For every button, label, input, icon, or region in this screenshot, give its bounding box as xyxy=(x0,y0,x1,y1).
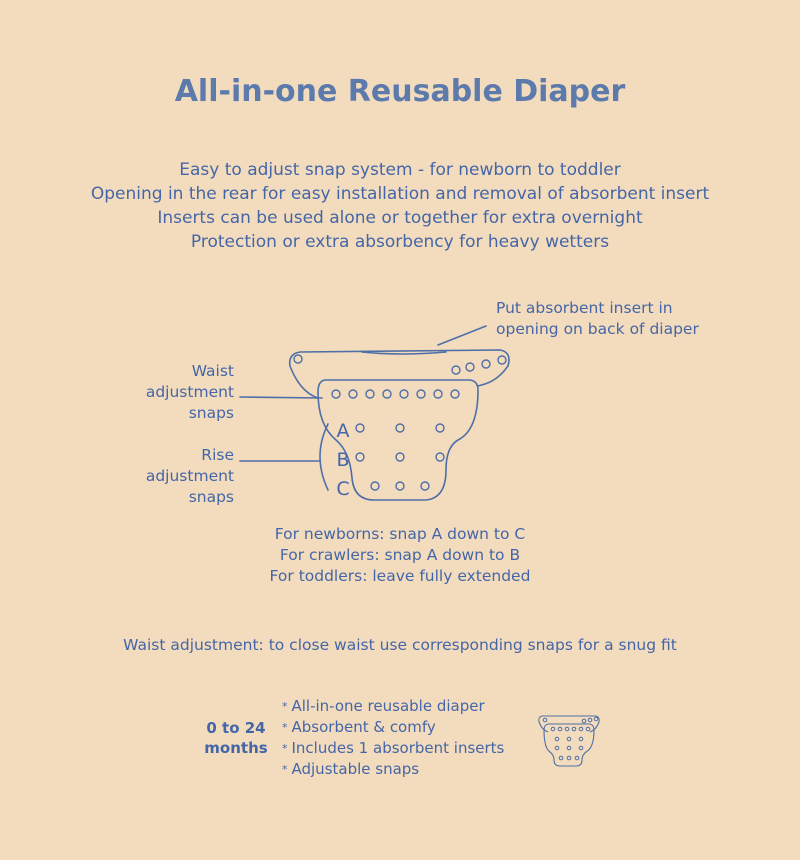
feature-item xyxy=(282,696,504,717)
intro-line: Inserts can be used alone or together for extra overnight xyxy=(157,208,643,228)
snap xyxy=(498,356,506,364)
snap-instructions xyxy=(0,524,800,587)
insert-label-line: Put absorbent insert in xyxy=(496,299,673,317)
snap xyxy=(349,390,357,398)
snap xyxy=(396,482,404,490)
asterisk-icon: * xyxy=(282,742,288,755)
feature-text: Includes 1 absorbent inserts xyxy=(291,739,505,757)
asterisk-icon: * xyxy=(282,700,288,713)
snap xyxy=(417,390,425,398)
snap xyxy=(396,453,404,461)
rise-letter-a: A xyxy=(336,420,350,442)
feature-item xyxy=(282,759,504,780)
waist-adjustment-note: Waist adjustment: to close waist use corresponding snaps for a snug fit xyxy=(123,636,677,654)
asterisk-icon: * xyxy=(282,721,288,734)
waist-label-line: Waist xyxy=(191,362,234,380)
waist-leader-line xyxy=(240,397,322,398)
feature-text: Adjustable snaps xyxy=(291,760,420,778)
snap xyxy=(436,453,444,461)
snap xyxy=(452,366,460,374)
age-range xyxy=(196,718,276,758)
feature-list xyxy=(282,696,504,780)
instruction-line: For newborns: snap A down to C xyxy=(274,525,526,543)
snap xyxy=(436,424,444,432)
intro-line: Protection or extra absorbency for heavy wetters xyxy=(190,232,610,252)
insert-opening-line xyxy=(362,352,446,354)
snap xyxy=(451,390,459,398)
age-range-unit: months xyxy=(204,739,268,757)
instruction-line: For toddlers: leave fully extended xyxy=(269,567,531,585)
asterisk-icon: * xyxy=(282,763,288,776)
insert-label xyxy=(496,298,699,340)
rise-letter-b: B xyxy=(336,449,350,471)
intro-line: Opening in the rear for easy installation and removal of absorbent insert xyxy=(90,184,710,204)
snap xyxy=(332,390,340,398)
feature-item xyxy=(282,738,504,759)
insert-leader-line xyxy=(438,326,486,345)
age-range-value: 0 to 24 xyxy=(206,719,266,737)
snap-group xyxy=(294,355,506,490)
snap xyxy=(356,453,364,461)
snap xyxy=(366,390,374,398)
snap xyxy=(396,424,404,432)
feature-text: All-in-one reusable diaper xyxy=(291,697,485,715)
feature-item xyxy=(282,717,504,738)
rise-label-line: snaps xyxy=(188,488,234,506)
snap xyxy=(356,424,364,432)
snap xyxy=(434,390,442,398)
rise-label xyxy=(146,445,234,508)
diaper-back-panel xyxy=(290,350,509,398)
feature-text: Absorbent & comfy xyxy=(291,718,436,736)
waist-label xyxy=(146,361,234,424)
waist-label-line: adjustment xyxy=(145,383,234,401)
page-title: All-in-one Reusable Diaper xyxy=(174,74,626,109)
snap xyxy=(421,482,429,490)
rise-letter-c: C xyxy=(336,478,350,500)
instruction-line: For crawlers: snap A down to B xyxy=(279,546,521,564)
waist-label-line: snaps xyxy=(188,404,234,422)
snap xyxy=(400,390,408,398)
snap xyxy=(371,482,379,490)
rise-label-line: Rise xyxy=(201,446,234,464)
rise-label-line: adjustment xyxy=(145,467,234,485)
snap xyxy=(482,360,490,368)
insert-label-line: opening on back of diaper xyxy=(496,320,699,338)
snap xyxy=(294,355,302,363)
rise-bracket xyxy=(320,424,328,490)
snap xyxy=(383,390,391,398)
intro-line: Easy to adjust snap system - for newborn to toddler xyxy=(179,160,621,180)
snap xyxy=(466,363,474,371)
